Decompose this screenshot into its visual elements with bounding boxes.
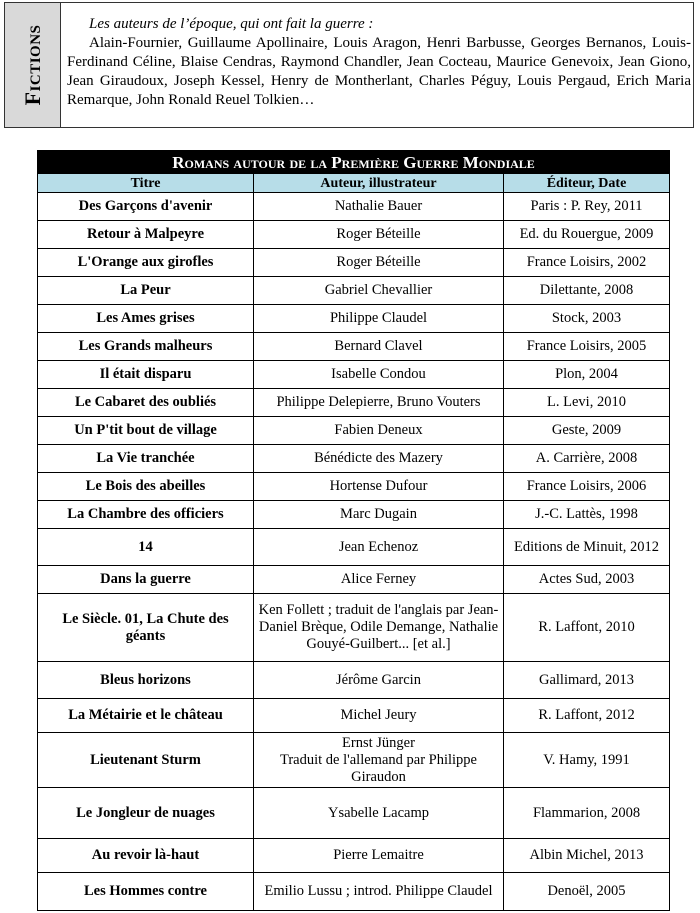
book-publisher: V. Hamy, 1991	[504, 733, 670, 788]
table-row	[38, 473, 670, 501]
column-header-auteur: Auteur, illustrateur	[254, 174, 504, 193]
book-title: Le Siècle. 01, La Chute des géants	[38, 594, 254, 662]
table-row	[38, 662, 670, 699]
book-publisher: Geste, 2009	[504, 417, 670, 445]
book-author: Hortense Dufour	[254, 473, 504, 501]
book-author: Emilio Lussu ; introd. Philippe Claudel	[254, 873, 504, 911]
book-title: Dans la guerre	[38, 566, 254, 594]
book-title: La Vie tranchée	[38, 445, 254, 473]
fictions-tab	[5, 3, 61, 127]
table-row	[38, 529, 670, 566]
book-title: Des Garçons d'avenir	[38, 193, 254, 221]
book-title: La Métairie et le château	[38, 699, 254, 733]
book-title: Bleus horizons	[38, 662, 254, 699]
table-row	[38, 699, 670, 733]
book-author: Philippe Claudel	[254, 305, 504, 333]
table-row	[38, 193, 670, 221]
book-publisher: R. Laffont, 2010	[504, 594, 670, 662]
book-author: Nathalie Bauer	[254, 193, 504, 221]
table-row	[38, 501, 670, 529]
book-title: 14	[38, 529, 254, 566]
book-title: Au revoir là-haut	[38, 839, 254, 873]
book-author: Jérôme Garcin	[254, 662, 504, 699]
book-author: Roger Béteille	[254, 221, 504, 249]
fictions-intro: Les auteurs de l’époque, qui ont fait la guerre :	[89, 16, 374, 32]
book-title: La Chambre des officiers	[38, 501, 254, 529]
book-publisher: France Loisirs, 2006	[504, 473, 670, 501]
book-author: Philippe Delepierre, Bruno Vouters	[254, 389, 504, 417]
book-publisher: A. Carrière, 2008	[504, 445, 670, 473]
table-title-row	[38, 151, 670, 174]
book-author: Fabien Deneux	[254, 417, 504, 445]
fictions-text	[67, 15, 691, 110]
book-author: Michel Jeury	[254, 699, 504, 733]
table-row	[38, 839, 670, 873]
table-row	[38, 594, 670, 662]
book-publisher: J.-C. Lattès, 1998	[504, 501, 670, 529]
books-table	[37, 150, 670, 911]
book-title: L'Orange aux girofles	[38, 249, 254, 277]
table-title: Romans autour de la Première Guerre Mondiale	[38, 151, 670, 174]
book-publisher: Flammarion, 2008	[504, 788, 670, 839]
book-publisher: Paris : P. Rey, 2011	[504, 193, 670, 221]
table-row	[38, 221, 670, 249]
book-author: Marc Dugain	[254, 501, 504, 529]
book-publisher: Albin Michel, 2013	[504, 839, 670, 873]
book-author: Bernard Clavel	[254, 333, 504, 361]
book-title: Retour à Malpeyre	[38, 221, 254, 249]
column-header-editeur: Éditeur, Date	[504, 174, 670, 193]
book-author: Ysabelle Lacamp	[254, 788, 504, 839]
table-row	[38, 873, 670, 911]
book-publisher: Denoël, 2005	[504, 873, 670, 911]
table-row	[38, 788, 670, 839]
table-row	[38, 305, 670, 333]
book-title: Les Grands malheurs	[38, 333, 254, 361]
table-row	[38, 566, 670, 594]
table-row	[38, 361, 670, 389]
book-title: Le Jongleur de nuages	[38, 788, 254, 839]
table-header-row	[38, 174, 670, 193]
book-publisher: Ed. du Rouergue, 2009	[504, 221, 670, 249]
book-author: Roger Béteille	[254, 249, 504, 277]
book-title: Lieutenant Sturm	[38, 733, 254, 788]
book-author: Alice Ferney	[254, 566, 504, 594]
fictions-label: Fictions	[20, 24, 45, 106]
book-title: Le Bois des abeilles	[38, 473, 254, 501]
book-title: La Peur	[38, 277, 254, 305]
book-author: Gabriel Chevallier	[254, 277, 504, 305]
table-row	[38, 417, 670, 445]
book-author: Isabelle Condou	[254, 361, 504, 389]
book-title: Les Ames grises	[38, 305, 254, 333]
book-author: Jean Echenoz	[254, 529, 504, 566]
book-publisher: Editions de Minuit, 2012	[504, 529, 670, 566]
fictions-box	[4, 2, 694, 128]
table-body	[38, 193, 670, 911]
book-title: Il était disparu	[38, 361, 254, 389]
book-title: Un P'tit bout de village	[38, 417, 254, 445]
book-publisher: R. Laffont, 2012	[504, 699, 670, 733]
book-author: Ernst Jünger Traduit de l'allemand par Philippe Giraudon	[254, 733, 504, 788]
book-publisher: Plon, 2004	[504, 361, 670, 389]
table-row	[38, 249, 670, 277]
book-publisher: Stock, 2003	[504, 305, 670, 333]
book-publisher: Dilettante, 2008	[504, 277, 670, 305]
book-author: Pierre Lemaitre	[254, 839, 504, 873]
table-row	[38, 733, 670, 788]
book-author: Bénédicte des Mazery	[254, 445, 504, 473]
book-publisher: L. Levi, 2010	[504, 389, 670, 417]
book-publisher: France Loisirs, 2005	[504, 333, 670, 361]
book-publisher: Actes Sud, 2003	[504, 566, 670, 594]
table-row	[38, 389, 670, 417]
table-row	[38, 333, 670, 361]
book-publisher: Gallimard, 2013	[504, 662, 670, 699]
book-publisher: France Loisirs, 2002	[504, 249, 670, 277]
table-row	[38, 277, 670, 305]
book-title: Le Cabaret des oubliés	[38, 389, 254, 417]
table-row	[38, 445, 670, 473]
fictions-authors: Alain-Fournier, Guillaume Apollinaire, Louis Aragon, Henri Barbusse, Georges Bernanos, Louis-Ferdinand Céline, Blaise Cendras, Raymond Chandler, Jean Cocteau, Maurice Genevoix, Jean Giono, Jean Giraudoux, Joseph Kessel, Henry de Montherlant, Charles Péguy, Louis Pergaud, Erich Maria Remarque, John Ronald Reuel Tolkien…	[67, 35, 691, 108]
book-author: Ken Follett ; traduit de l'anglais par Jean-Daniel Brèque, Odile Demange, Nathalie Gouyé-Guilbert... [et al.]	[254, 594, 504, 662]
column-header-titre: Titre	[38, 174, 254, 193]
book-title: Les Hommes contre	[38, 873, 254, 911]
